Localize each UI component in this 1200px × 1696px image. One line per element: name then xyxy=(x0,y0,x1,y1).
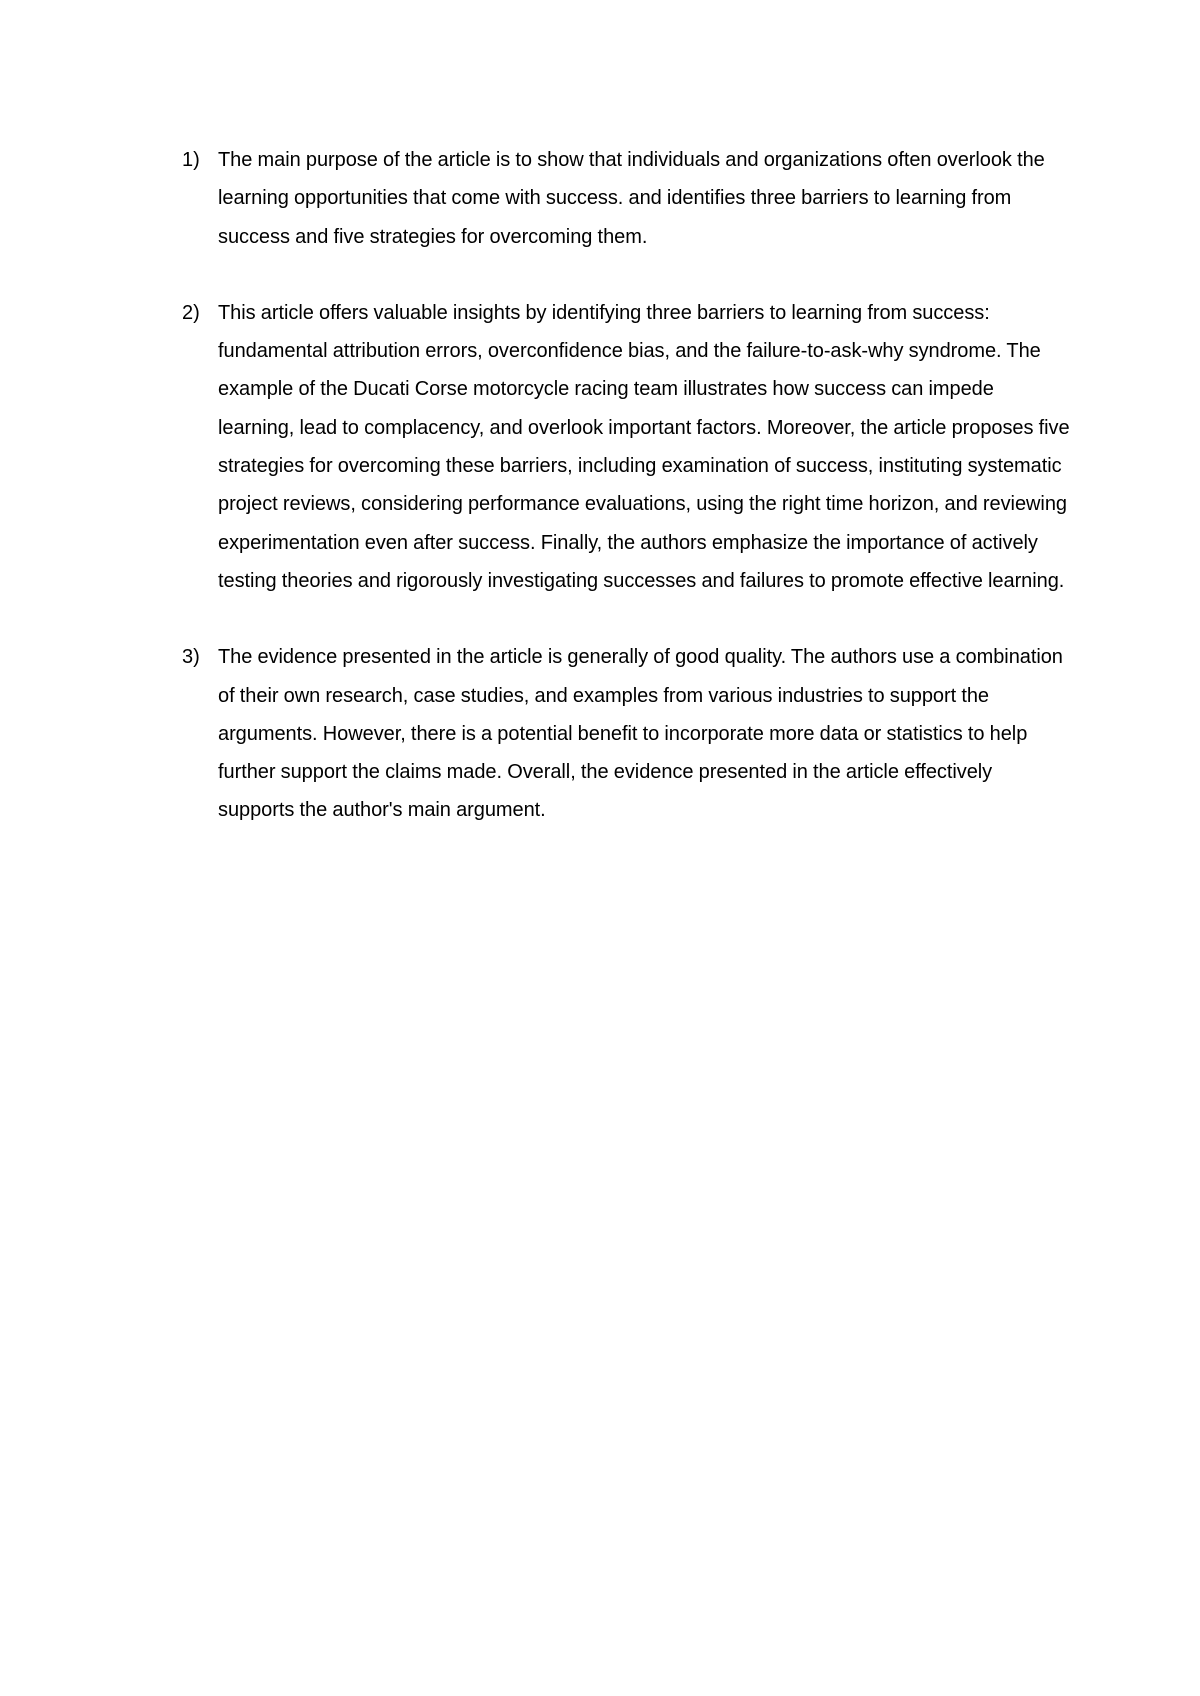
list-item-number: 3) xyxy=(182,646,200,669)
numbered-list xyxy=(182,141,1072,868)
list-item xyxy=(182,638,1072,829)
list-item-text: The main purpose of the article is to show that individuals and organizations often overlook the learning opportunities that come with success. and identifies three barriers to learning from success and five strategies for overcoming them. xyxy=(218,149,1045,248)
list-item-text: The evidence presented in the article is generally of good quality. The authors use a combination of their own research, case studies, and examples from various industries to support the arguments. However, there is a potential benefit to incorporate more data or statistics to help further support the claims made. Overall, the evidence presented in the article effectively supports the author's main argument. xyxy=(218,646,1063,822)
list-item xyxy=(182,294,1072,600)
list-item xyxy=(182,141,1072,256)
list-item-number: 1) xyxy=(182,149,200,171)
list-item-number: 2) xyxy=(182,301,200,324)
list-item-text: This article offers valuable insights by identifying three barriers to learning from success: fundamental attribution errors, overconfidence bias, and the failure-to-ask-why syndrome. The example of the Ducati Corse motorcycle racing team illustrates how success can impede learning, lead to complacency, and overlook important factors. Moreover, the article proposes five strategies for overcoming these barriers, including examination of success, instituting systematic project reviews, considering performance evaluations, using the right time horizon, and reviewing experimentation even after success. Finally, the authors emphasize the importance of actively testing theories and rigorously investigating successes and failures to promote effective learning. xyxy=(218,301,1070,592)
